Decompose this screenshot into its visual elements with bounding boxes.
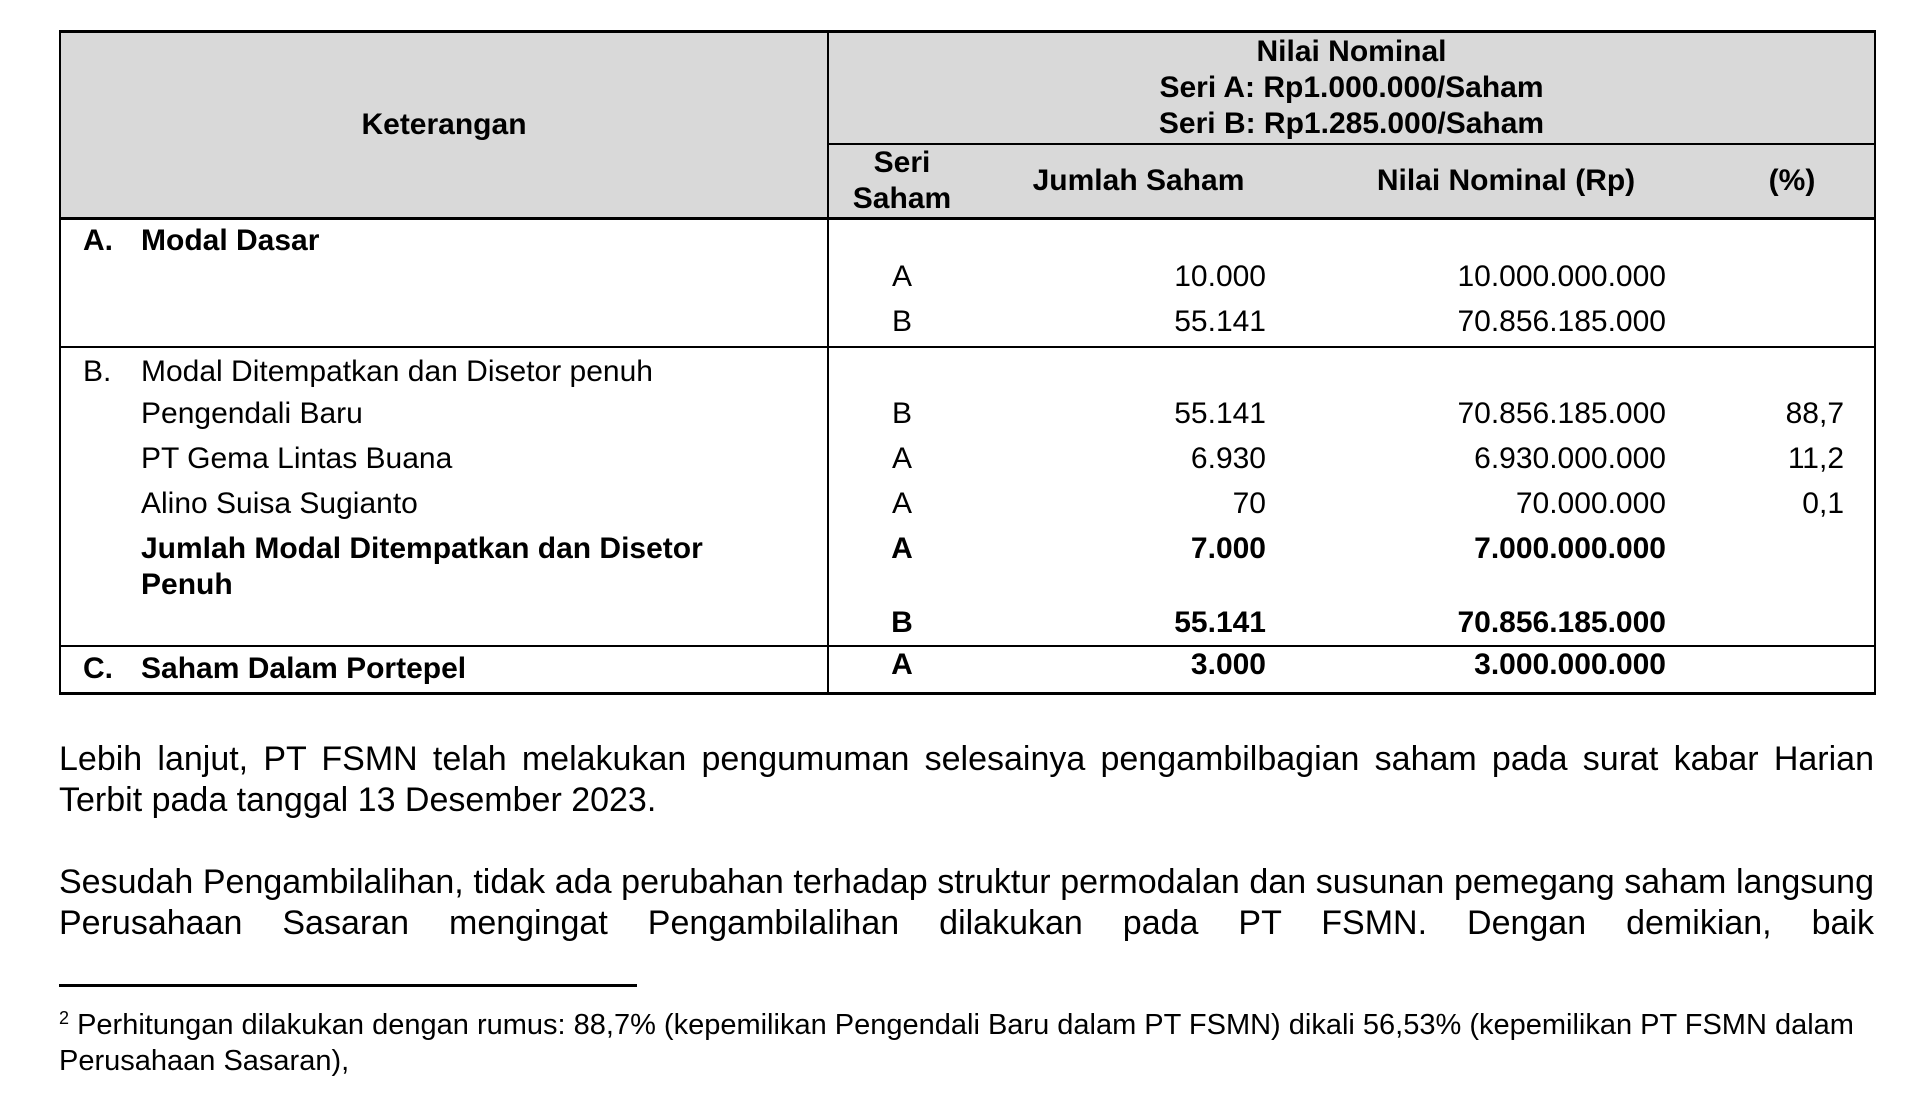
- header-percent: (%): [1710, 144, 1875, 219]
- section-b-label: Modal Ditempatkan dan Disetor penuh: [141, 355, 653, 388]
- cell-nilai: 7.000.000.000: [1474, 532, 1666, 565]
- cell-jumlah: 70: [1232, 487, 1266, 520]
- section-c-row: [60, 646, 1875, 694]
- header-nominal-title: Nilai Nominal: [1256, 35, 1447, 68]
- header-seri-a-price: Seri A: Rp1.000.000/Saham: [1159, 71, 1544, 104]
- total-row: [60, 531, 1875, 605]
- cell-jumlah: 6.930: [1190, 442, 1266, 475]
- shareholder-name: Pengendali Baru: [141, 397, 363, 430]
- total-label-line2: Penuh: [141, 568, 233, 601]
- cell-nilai: 3.000.000.000: [1302, 646, 1710, 694]
- header-seri-b-price: Seri B: Rp1.285.000/Saham: [1158, 107, 1545, 140]
- cell-seri: B: [891, 397, 912, 430]
- header-seri-line2: Saham: [852, 182, 952, 215]
- cell-jumlah: 3.000: [975, 646, 1302, 694]
- cell-nilai: 6.930.000.000: [1474, 442, 1666, 475]
- header-nilai-nominal-group: [828, 32, 1875, 145]
- cell-seri: B: [828, 605, 975, 646]
- cell-seri: A: [828, 646, 975, 694]
- shareholder-name: Alino Suisa Sugianto: [141, 487, 418, 520]
- header-keterangan: Keterangan: [60, 32, 828, 219]
- footnote-text: Perhitungan dilakukan dengan rumus: 88,7% (kepemilikan Pengendali Baru dalam PT FSMN) dikali 56,53% (kepemilikan PT FSMN dalam Perusahaan Sasaran),: [59, 1009, 1854, 1077]
- section-b-heading-row: [60, 347, 1875, 396]
- total-row: [60, 605, 1875, 646]
- footnote-marker: 2: [59, 1008, 70, 1028]
- header-jumlah-saham: Jumlah Saham: [975, 144, 1302, 219]
- table-row: [60, 486, 1875, 531]
- section-b-letter: B.: [83, 355, 112, 388]
- cell-nilai: 70.856.185.000: [1302, 605, 1710, 646]
- section-a-heading-row: [60, 219, 1875, 260]
- section-c-letter: C.: [83, 652, 113, 685]
- section-c-label: Saham Dalam Portepel: [141, 652, 467, 685]
- header-seri-line1: Seri: [873, 146, 931, 179]
- table-row: [60, 396, 1875, 441]
- cell-jumlah: 7.000: [1190, 532, 1266, 565]
- cell-seri: B: [828, 304, 975, 347]
- table-row: [60, 441, 1875, 486]
- header-nilai-nominal: Nilai Nominal (Rp): [1302, 144, 1710, 219]
- paragraph-announcement: Lebih lanjut, PT FSMN telah melakukan pengumuman selesainya pengambilbagian saham pada surat kabar Harian Terbit pada tanggal 13 Desember 2023.: [59, 740, 1874, 819]
- document-page: [59, 30, 1874, 1079]
- cell-seri: A: [891, 442, 912, 475]
- cell-seri: A: [891, 532, 913, 565]
- table-row: [60, 259, 1875, 304]
- cell-jumlah: 55.141: [975, 605, 1302, 646]
- cell-jumlah: 10.000: [1174, 260, 1266, 293]
- cell-jumlah: 55.141: [1174, 397, 1266, 430]
- section-a-label: Modal Dasar: [141, 224, 320, 257]
- cell-percent: 11,2: [1710, 441, 1875, 486]
- cell-nilai: 70.856.185.000: [1457, 397, 1666, 430]
- header-seri-saham: [828, 144, 975, 219]
- cell-seri: A: [891, 487, 912, 520]
- cell-nilai: 10.000.000.000: [1457, 260, 1666, 293]
- cell-nilai: 70.856.185.000: [1302, 304, 1710, 347]
- cell-nilai: 70.000.000: [1515, 487, 1666, 520]
- cell-percent: 88,7: [1710, 396, 1875, 441]
- footnote-divider: [59, 984, 637, 987]
- shareholder-name: PT Gema Lintas Buana: [141, 442, 453, 475]
- total-label-line1: Jumlah Modal Ditempatkan dan Disetor: [141, 532, 703, 565]
- cell-seri: A: [891, 260, 912, 293]
- cell-percent: 0,1: [1710, 486, 1875, 531]
- capital-structure-table: [59, 30, 1876, 695]
- footnote: [59, 1007, 1874, 1079]
- table-row: [60, 304, 1875, 347]
- paragraph-after-acquisition: Sesudah Pengambilalihan, tidak ada perubahan terhadap struktur permodalan dan susunan pemegang saham langsung Perusahaan Sasaran mengingat Pengambilalihan dilakukan pada PT FSMN. Dengan demikian, baik: [59, 863, 1874, 942]
- total-label: [61, 531, 827, 603]
- cell-jumlah: 55.141: [975, 304, 1302, 347]
- section-a-letter: A.: [83, 224, 113, 257]
